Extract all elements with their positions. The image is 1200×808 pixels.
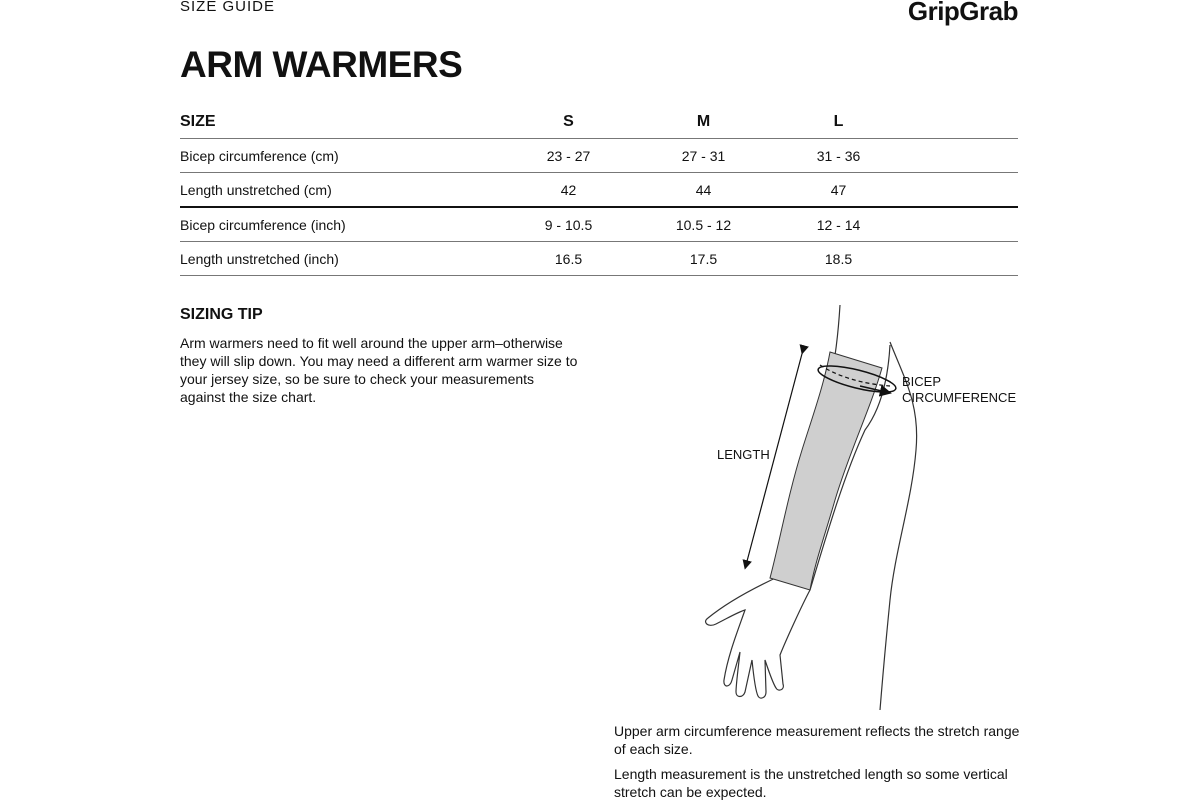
column-header-size: SIZE (180, 106, 501, 139)
sizing-tip-heading: SIZING TIP (180, 306, 263, 323)
page-title: ARM WARMERS (180, 44, 463, 85)
table-header-row (180, 106, 1018, 139)
cell-value: 16.5 (501, 242, 636, 276)
size-table (180, 106, 1018, 276)
length-label: LENGTH (717, 447, 770, 462)
row-label: Bicep circumference (inch) (180, 207, 501, 242)
sizing-tip-text: Arm warmers need to fit well around the upper arm–otherwise they will slip down. You may need a different arm warmer size to your jersey size, so be sure to check your measurements against the size chart. (180, 335, 578, 405)
column-header-m: M (636, 106, 771, 139)
note-length: Length measurement is the unstretched length so some vertical stretch can be expected. (614, 766, 1008, 800)
table-row (180, 173, 1018, 208)
cell-value: 42 (501, 173, 636, 208)
table-row (180, 139, 1018, 173)
row-label: Length unstretched (cm) (180, 173, 501, 208)
column-header-l: L (771, 106, 906, 139)
bicep-label-line2: CIRCUMFERENCE (902, 390, 1017, 405)
cell-value: 9 - 10.5 (501, 207, 636, 242)
cell-value: 17.5 (636, 242, 771, 276)
row-label: Bicep circumference (cm) (180, 139, 501, 173)
table-row (180, 207, 1018, 242)
row-label: Length unstretched (inch) (180, 242, 501, 276)
cell-value: 12 - 14 (771, 207, 906, 242)
cell-value: 31 - 36 (771, 139, 906, 173)
bicep-label-line1: BICEP (902, 374, 942, 389)
note-circumference: Upper arm circumference measurement reflects the stretch range of each size. (614, 723, 1020, 757)
measurement-notes (614, 722, 1034, 808)
cell-value: 44 (636, 173, 771, 208)
column-header-s: S (501, 106, 636, 139)
gripgrab-logo: GripGrab (907, 0, 1018, 26)
size-guide-label: SIZE GUIDE (180, 0, 276, 15)
cell-value: 23 - 27 (501, 139, 636, 173)
table-row (180, 242, 1018, 276)
arm-measurement-illustration (690, 300, 1030, 715)
cell-value: 47 (771, 173, 906, 208)
cell-value: 27 - 31 (636, 139, 771, 173)
cell-value: 10.5 - 12 (636, 207, 771, 242)
cell-value: 18.5 (771, 242, 906, 276)
